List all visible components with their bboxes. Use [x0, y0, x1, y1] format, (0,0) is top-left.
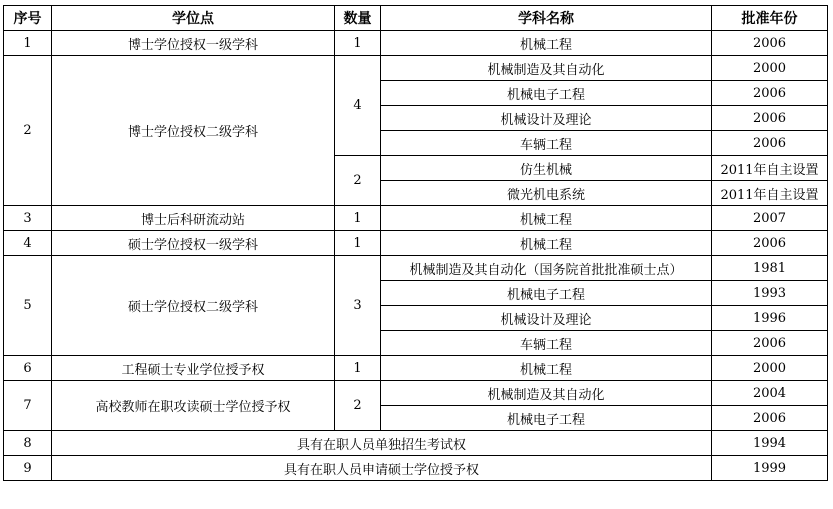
cell-no: 5 [4, 256, 52, 356]
table-row [4, 256, 828, 281]
cell-no: 6 [4, 356, 52, 381]
cell-year: 2006 [712, 131, 828, 156]
cell-year: 1996 [712, 306, 828, 331]
table-row [4, 206, 828, 231]
header-year: 批准年份 [712, 6, 828, 31]
cell-subject: 仿生机械 [381, 156, 712, 181]
table-row [4, 56, 828, 81]
cell-point: 具有在职人员单独招生考试权 [52, 431, 712, 456]
cell-no: 2 [4, 56, 52, 206]
cell-count: 4 [335, 56, 381, 156]
cell-subject: 机械电子工程 [381, 81, 712, 106]
cell-subject: 机械电子工程 [381, 406, 712, 431]
cell-year: 2006 [712, 231, 828, 256]
cell-count: 2 [335, 381, 381, 431]
table-row [4, 381, 828, 406]
header-no: 序号 [4, 6, 52, 31]
table-row [4, 231, 828, 256]
cell-year: 1994 [712, 431, 828, 456]
cell-year: 2004 [712, 381, 828, 406]
cell-year: 2006 [712, 106, 828, 131]
cell-count: 1 [335, 206, 381, 231]
header-subject: 学科名称 [381, 6, 712, 31]
cell-year: 2007 [712, 206, 828, 231]
cell-subject: 机械制造及其自动化 [381, 56, 712, 81]
cell-year: 2011年自主设置 [712, 181, 828, 206]
cell-point: 高校教师在职攻读硕士学位授予权 [52, 381, 335, 431]
cell-count: 1 [335, 356, 381, 381]
header-point: 学位点 [52, 6, 335, 31]
cell-year: 2006 [712, 31, 828, 56]
cell-point: 硕士学位授权一级学科 [52, 231, 335, 256]
cell-no: 1 [4, 31, 52, 56]
cell-subject: 车辆工程 [381, 131, 712, 156]
cell-subject: 机械制造及其自动化（国务院首批批准硕士点） [381, 256, 712, 281]
cell-point: 硕士学位授权二级学科 [52, 256, 335, 356]
cell-subject: 机械电子工程 [381, 281, 712, 306]
cell-subject: 机械设计及理论 [381, 106, 712, 131]
cell-point: 博士学位授权一级学科 [52, 31, 335, 56]
header-row [4, 6, 828, 31]
cell-no: 3 [4, 206, 52, 231]
table-row [4, 431, 828, 456]
cell-no: 9 [4, 456, 52, 481]
cell-no: 7 [4, 381, 52, 431]
degree-points-table [3, 5, 828, 481]
cell-subject: 机械工程 [381, 231, 712, 256]
cell-count: 1 [335, 231, 381, 256]
cell-subject: 机械工程 [381, 356, 712, 381]
cell-year: 1999 [712, 456, 828, 481]
cell-subject: 微光机电系统 [381, 181, 712, 206]
table-row [4, 456, 828, 481]
cell-subject: 机械制造及其自动化 [381, 381, 712, 406]
cell-year: 2000 [712, 356, 828, 381]
cell-subject: 机械工程 [381, 31, 712, 56]
cell-subject: 车辆工程 [381, 331, 712, 356]
table-row [4, 356, 828, 381]
cell-year: 1993 [712, 281, 828, 306]
cell-point: 博士后科研流动站 [52, 206, 335, 231]
cell-year: 2000 [712, 56, 828, 81]
header-count: 数量 [335, 6, 381, 31]
cell-year: 2006 [712, 331, 828, 356]
cell-year: 2006 [712, 406, 828, 431]
cell-count: 1 [335, 31, 381, 56]
cell-subject: 机械设计及理论 [381, 306, 712, 331]
cell-point: 工程硕士专业学位授予权 [52, 356, 335, 381]
cell-year: 2006 [712, 81, 828, 106]
cell-point: 具有在职人员申请硕士学位授予权 [52, 456, 712, 481]
cell-subject: 机械工程 [381, 206, 712, 231]
table-row [4, 31, 828, 56]
cell-year: 2011年自主设置 [712, 156, 828, 181]
cell-point: 博士学位授权二级学科 [52, 56, 335, 206]
cell-year: 1981 [712, 256, 828, 281]
cell-no: 4 [4, 231, 52, 256]
cell-no: 8 [4, 431, 52, 456]
cell-count: 2 [335, 156, 381, 206]
cell-count: 3 [335, 256, 381, 356]
